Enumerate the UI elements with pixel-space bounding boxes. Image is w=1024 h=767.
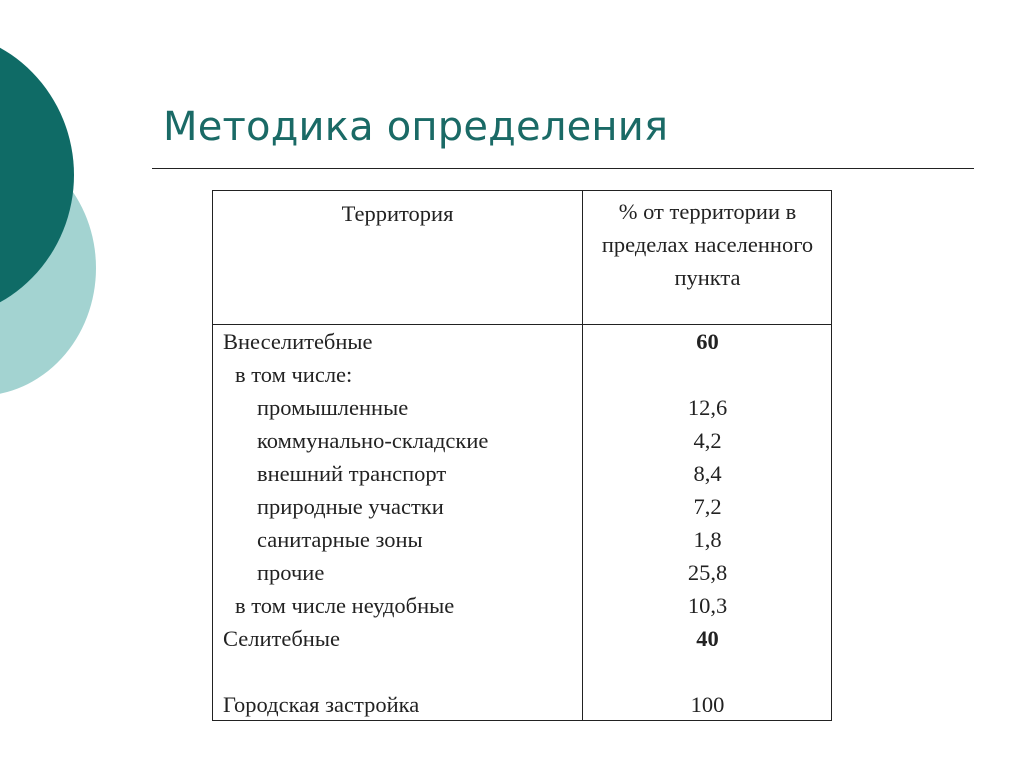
- table-row: [213, 391, 831, 424]
- row-value: 7,2: [693, 494, 722, 519]
- slide-title: Методика определения: [163, 104, 669, 150]
- row-value: 4,2: [693, 428, 722, 453]
- table-row: [213, 523, 831, 556]
- table-row: [213, 490, 831, 523]
- title-divider: [152, 168, 974, 169]
- row-value: 10,3: [687, 593, 728, 618]
- row-value: 8,4: [693, 461, 722, 486]
- header-territory: Территория: [341, 201, 454, 226]
- table-row: [213, 622, 831, 655]
- row-label: промышленные: [257, 395, 409, 420]
- row-label: природные участки: [257, 494, 444, 519]
- row-label: прочие: [257, 560, 325, 585]
- row-label: в том числе:: [235, 362, 353, 387]
- row-value: 1,8: [693, 527, 722, 552]
- table-row: [213, 325, 831, 358]
- row-value: 100: [690, 692, 725, 717]
- table-row: [213, 688, 831, 721]
- table-row: [213, 589, 831, 622]
- row-label: в том числе неудобные: [235, 593, 455, 618]
- row-label: Городская застройка: [223, 692, 420, 717]
- table-row: [213, 457, 831, 490]
- table-row: [213, 556, 831, 589]
- header-percent: % от территории в пределах населенного пункта: [601, 199, 814, 290]
- row-value: 60: [696, 329, 719, 354]
- row-label: Внеселитебные: [223, 329, 373, 354]
- row-value: 40: [696, 626, 719, 651]
- row-label: внешний транспорт: [257, 461, 447, 486]
- row-value: 12,6: [687, 395, 728, 420]
- row-label: санитарные зоны: [257, 527, 423, 552]
- table-row: [213, 424, 831, 457]
- table-row: [213, 358, 831, 391]
- territory-table: [212, 190, 832, 721]
- row-value: 25,8: [687, 560, 728, 585]
- row-label: Селитебные: [223, 626, 340, 651]
- row-label: коммунально-складские: [257, 428, 489, 453]
